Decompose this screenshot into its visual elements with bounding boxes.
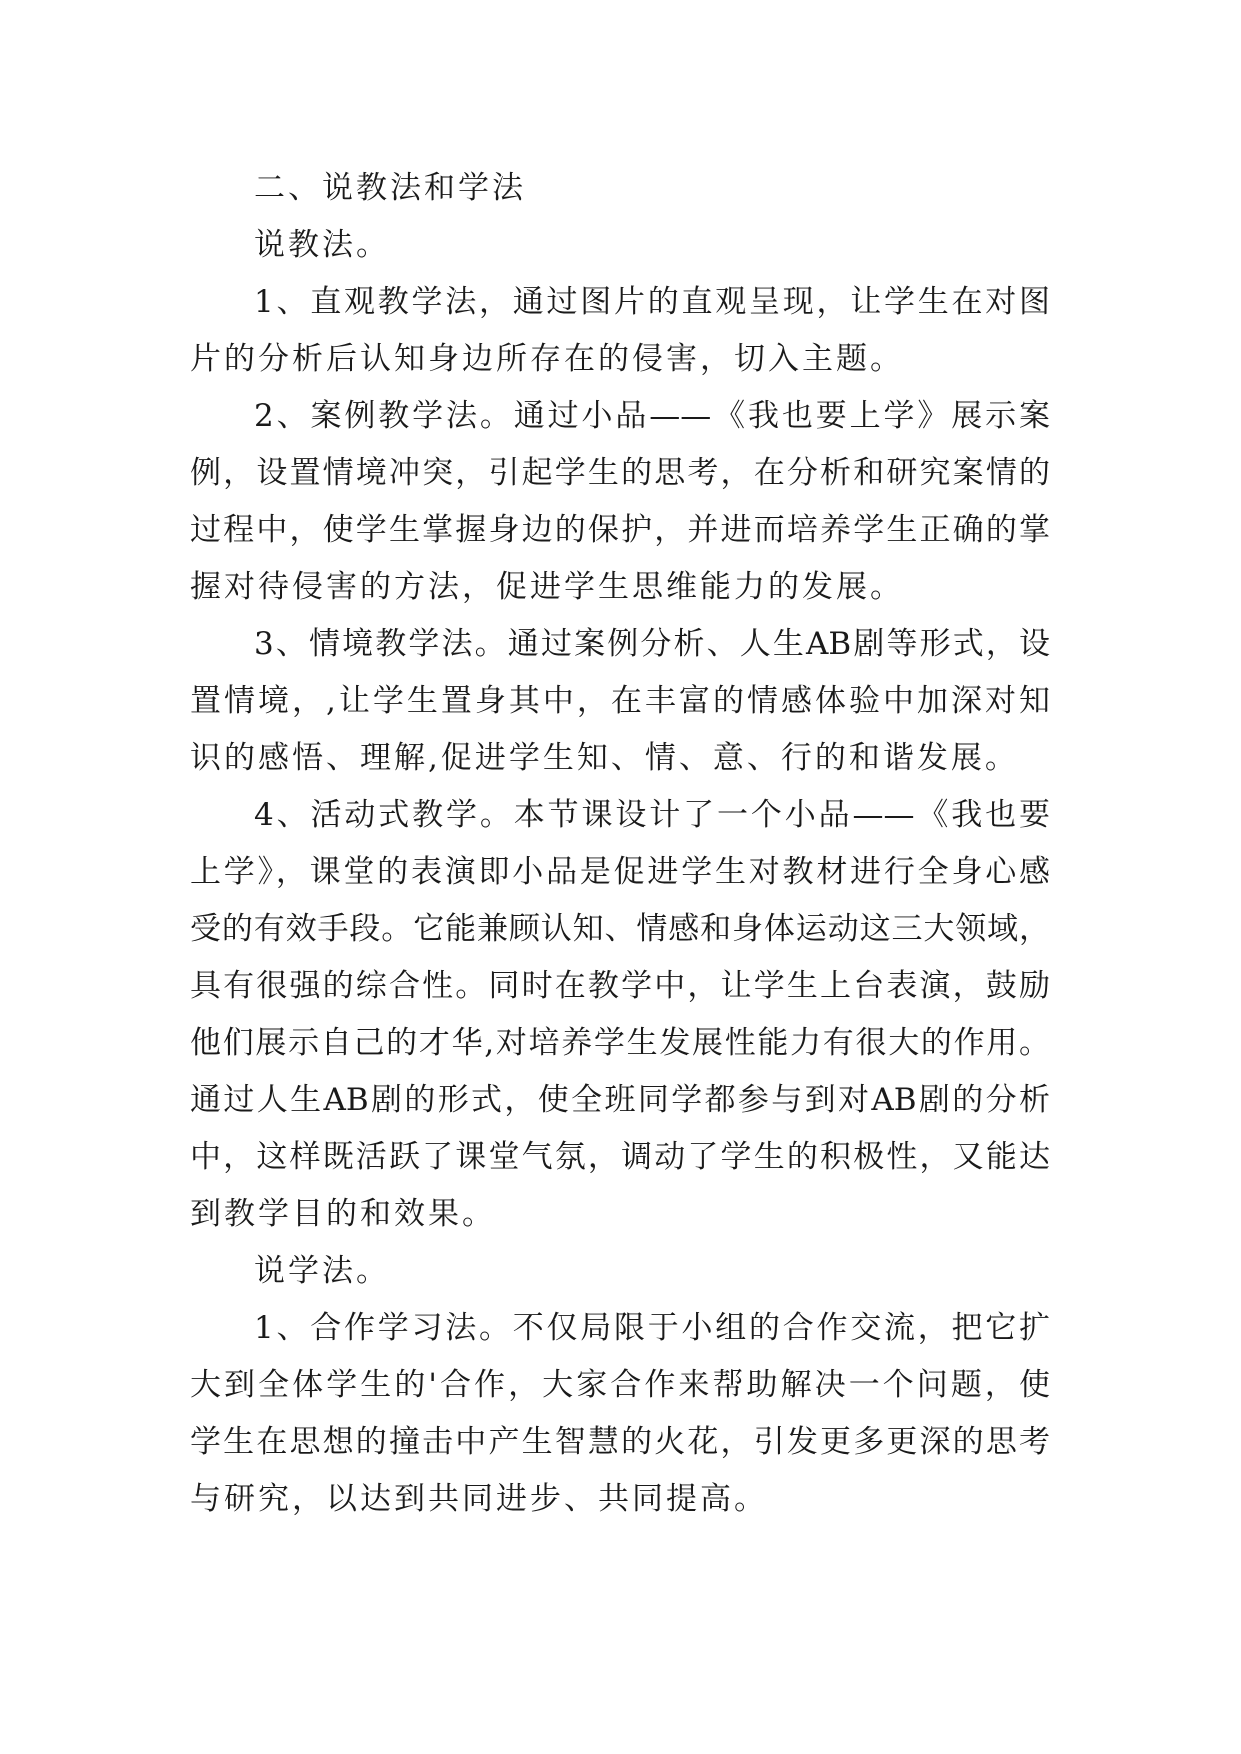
paragraph-line: 过程中，使学生掌握身边的保护，并进而培养学生正确的掌 [190,512,1050,548]
document-page [190,160,1050,1528]
paragraph-line: 与研究，以达到共同进步、共同提高。 [190,1481,768,1517]
paragraph-line: 到教学目的和效果。 [190,1196,496,1232]
paragraph-line: 大到全体学生的'合作，大家合作来帮助解决一个问题，使 [190,1367,1050,1403]
paragraph-line: 学生在思想的撞击中产生智慧的火花，引发更多更深的思考 [190,1424,1050,1460]
paragraph-line: 2、案例教学法。通过小品——《我也要上学》展示案 [254,398,1050,434]
paragraph-line: 中，这样既活跃了课堂气氛，调动了学生的积极性，又能达 [190,1139,1050,1175]
section-heading: 二、说教法和学法 [254,170,526,206]
teaching-methods-intro: 说教法。 [254,227,390,263]
paragraph-line: 识的感悟、理解,促进学生知、情、意、行的和谐发展。 [190,740,1019,776]
paragraph-line: 通过人生AB剧的形式，使全班同学都参与到对AB剧的分析 [190,1082,1050,1118]
paragraph-line: 例，设置情境冲突，引起学生的思考，在分析和研究案情的 [190,455,1050,491]
paragraph-line: 握对待侵害的方法，促进学生思维能力的发展。 [190,569,904,605]
paragraph-line: 置情境，,让学生置身其中，在丰富的情感体验中加深对知 [190,683,1050,719]
paragraph-line: 1、合作学习法。不仅局限于小组的合作交流，把它扩 [254,1310,1050,1346]
paragraph-line: 他们展示自己的才华,对培养学生发展性能力有很大的作用。 [190,1025,1050,1061]
paragraph-line: 1、直观教学法，通过图片的直观呈现，让学生在对图 [254,284,1050,320]
paragraph-line: 上学》，课堂的表演即小品是促进学生对教材进行全身心感 [190,854,1050,890]
learning-methods-intro: 说学法。 [254,1253,390,1289]
paragraph-line: 具有很强的综合性。同时在教学中，让学生上台表演，鼓励 [190,968,1050,1004]
paragraph-line: 受的有效手段。它能兼顾认知、情感和身体运动这三大领域， [190,911,1050,947]
paragraph-line: 片的分析后认知身边所存在的侵害，切入主题。 [190,341,904,377]
paragraph-line: 4、活动式教学。本节课设计了一个小品——《我也要 [254,797,1050,833]
paragraph-line: 3、情境教学法。通过案例分析、人生AB剧等形式，设 [254,626,1050,662]
